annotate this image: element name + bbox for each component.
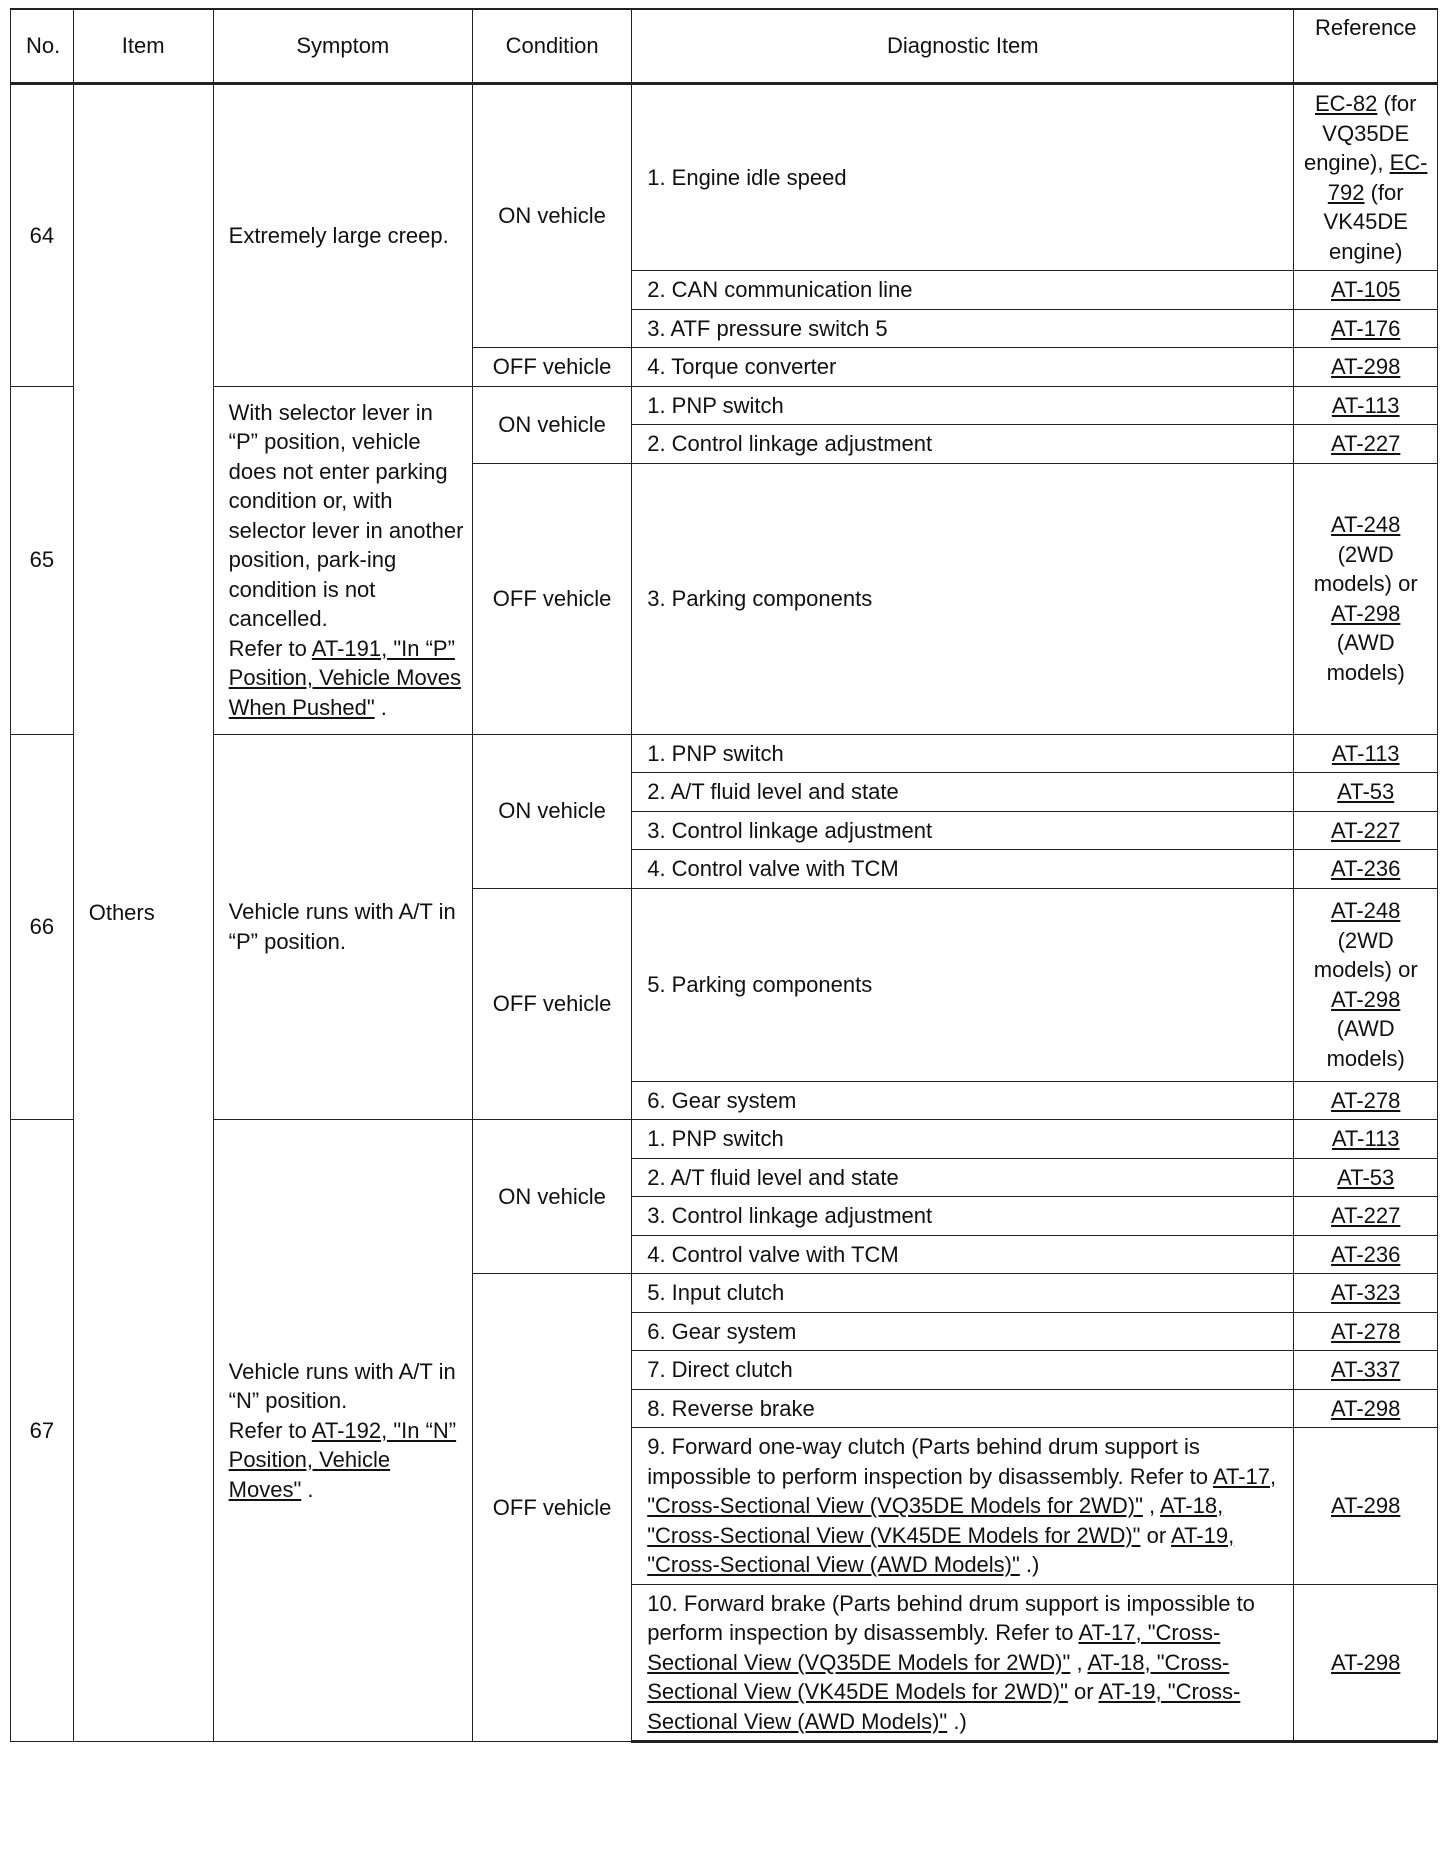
reference-cell [1294, 1081, 1438, 1120]
symptom-tail: . [374, 694, 387, 720]
row-number: 66 [11, 734, 74, 1120]
reference-cell [1294, 348, 1438, 387]
reference-cell [1294, 1351, 1438, 1390]
condition-off: OFF vehicle [472, 348, 631, 387]
reference-cell [1294, 888, 1438, 1081]
reference-cell [1294, 84, 1438, 271]
diagnostic-item: 4. Torque converter [632, 348, 1294, 387]
diagnostic-item: 4. Control valve with TCM [632, 1235, 1294, 1274]
symptom-tail: . [301, 1476, 314, 1502]
diagnostic-table [10, 8, 1438, 1743]
row-number: 67 [11, 1120, 74, 1742]
symptom-cell: Vehicle runs with A/T in “P” position. [213, 734, 472, 1120]
reference-cell [1294, 463, 1438, 734]
header-row [11, 9, 1438, 84]
diagnostic-item: 4. Control valve with TCM [632, 850, 1294, 889]
reference-cell [1294, 811, 1438, 850]
cross-section-link[interactable]: AT-19, "Cross-Sectional View (AWD Models)" [647, 1522, 1235, 1577]
reference-link[interactable]: AT-227 [1331, 1203, 1401, 1228]
diagnostic-item: 7. Direct clutch [632, 1351, 1294, 1390]
symptom-cell: Extremely large creep. [213, 84, 472, 387]
table-row [11, 386, 1438, 425]
reference-text: (2WD models) or [1313, 541, 1418, 596]
symptom-refer: Refer to [228, 635, 312, 661]
condition-on: ON vehicle [472, 734, 631, 888]
reference-text: (for VK45DE engine) [1323, 179, 1408, 264]
condition-off: OFF vehicle [472, 888, 631, 1120]
reference-link[interactable]: AT-298 [1331, 1649, 1401, 1675]
reference-link[interactable]: AT-113 [1331, 740, 1400, 766]
reference-text: (2WD models) or [1313, 927, 1418, 982]
reference-link[interactable]: AT-236 [1331, 856, 1401, 881]
symptom-link[interactable]: AT-192, "In “N” Position, Vehicle Moves" [228, 1417, 457, 1502]
diagnostic-text: or [1067, 1679, 1099, 1704]
diagnostic-item: 8. Reverse brake [632, 1389, 1294, 1428]
cross-section-link[interactable]: AT-17, "Cross-Sectional View (VQ35DE Models for 2WD)" [647, 1620, 1221, 1675]
reference-cell [1294, 1312, 1438, 1351]
symptom-text: Vehicle runs with A/T in “N” position. [228, 1358, 456, 1414]
diagnostic-item: 2. CAN communication line [632, 271, 1294, 310]
reference-cell [1294, 309, 1438, 348]
reference-link[interactable]: AT-278 [1331, 1087, 1401, 1113]
condition-on: ON vehicle [472, 1120, 631, 1274]
reference-cell [1294, 773, 1438, 812]
reference-link[interactable]: AT-176 [1331, 315, 1401, 341]
reference-text: (AWD models) [1326, 1016, 1405, 1071]
header-symptom: Symptom [213, 9, 472, 84]
diagnostic-item: 1. Engine idle speed [632, 84, 1294, 271]
reference-cell [1294, 386, 1438, 425]
reference-link[interactable]: AT-248 [1331, 512, 1401, 537]
diagnostic-item: 3. Control linkage adjustment [632, 1197, 1294, 1236]
header-no: No. [11, 9, 74, 84]
reference-text: (for VQ35DE engine), [1303, 91, 1417, 175]
reference-link[interactable]: AT-298 [1331, 986, 1401, 1012]
diagnostic-item: 6. Gear system [632, 1081, 1294, 1120]
reference-cell [1294, 734, 1438, 773]
diagnostic-item [632, 1584, 1294, 1742]
reference-cell [1294, 425, 1438, 464]
reference-cell [1294, 850, 1438, 889]
diagnostic-text: 10. Forward brake (Parts behind drum support is impossible to perform inspection by disassembly. Refer to [647, 1590, 1255, 1645]
reference-link[interactable]: AT-227 [1331, 431, 1401, 456]
header-diagnostic-item: Diagnostic Item [632, 9, 1294, 84]
reference-cell [1294, 1428, 1438, 1585]
table-row [11, 1120, 1438, 1159]
symptom-cell [213, 1120, 472, 1742]
symptom-refer: Refer to [228, 1417, 312, 1443]
reference-link[interactable]: AT-113 [1331, 1126, 1400, 1151]
cross-section-link[interactable]: AT-19, "Cross-Sectional View (AWD Models)" [647, 1679, 1241, 1734]
diagnostic-item [632, 1428, 1294, 1585]
cross-section-link[interactable]: AT-17, "Cross-Sectional View (VQ35DE Models for 2WD)" [647, 1463, 1277, 1518]
diagnostic-text: 9. Forward one-way clutch (Parts behind drum support is impossible to perform inspection by disassembly. Refer to [647, 1434, 1213, 1489]
reference-link[interactable]: EC-82 [1314, 91, 1378, 116]
diagnostic-item: 6. Gear system [632, 1312, 1294, 1351]
diagnostic-item: 1. PNP switch [632, 386, 1294, 425]
diagnostic-item: 1. PNP switch [632, 734, 1294, 773]
diagnostic-item: 2. A/T fluid level and state [632, 773, 1294, 812]
reference-link[interactable]: AT-298 [1331, 354, 1401, 379]
reference-cell [1294, 1584, 1438, 1742]
item-cell: Others [73, 84, 213, 1742]
diagnostic-item: 5. Input clutch [632, 1274, 1294, 1313]
reference-cell [1294, 1235, 1438, 1274]
reference-link[interactable]: AT-298 [1331, 600, 1401, 626]
diagnostic-item: 5. Parking components [632, 888, 1294, 1081]
reference-link[interactable]: AT-53 [1337, 1164, 1395, 1190]
reference-cell [1294, 1197, 1438, 1236]
reference-cell [1294, 1158, 1438, 1197]
reference-cell [1294, 271, 1438, 310]
header-reference: Reference [1294, 9, 1438, 84]
diagnostic-text: .) [947, 1708, 967, 1734]
row-number: 65 [11, 386, 74, 734]
diagnostic-text: .) [1019, 1552, 1040, 1577]
diagnostic-item: 3. Parking components [632, 463, 1294, 734]
reference-link[interactable]: AT-337 [1331, 1357, 1401, 1382]
reference-link[interactable]: EC-792 [1327, 150, 1428, 205]
symptom-cell [213, 386, 472, 734]
reference-link[interactable]: AT-236 [1331, 1241, 1401, 1267]
symptom-link[interactable]: AT-191, "In “P” Position, Vehicle Moves When Pushed" [228, 635, 461, 720]
diagnostic-item: 2. A/T fluid level and state [632, 1158, 1294, 1197]
reference-link[interactable]: AT-248 [1331, 898, 1401, 923]
diagnostic-text: , [1070, 1649, 1088, 1675]
reference-link[interactable]: AT-113 [1331, 392, 1400, 418]
header-item: Item [73, 9, 213, 84]
condition-off: OFF vehicle [472, 1274, 631, 1742]
table-row [11, 734, 1438, 773]
condition-on: ON vehicle [472, 84, 631, 348]
reference-cell [1294, 1120, 1438, 1159]
reference-link[interactable]: AT-227 [1331, 817, 1401, 843]
table-row [11, 84, 1438, 271]
reference-link[interactable]: AT-298 [1331, 1395, 1401, 1421]
reference-cell [1294, 1389, 1438, 1428]
diagnostic-item: 3. Control linkage adjustment [632, 811, 1294, 850]
condition-off: OFF vehicle [472, 463, 631, 734]
reference-link[interactable]: AT-278 [1331, 1318, 1401, 1344]
reference-link[interactable]: AT-105 [1331, 277, 1401, 302]
reference-text: (AWD models) [1326, 630, 1405, 685]
reference-link[interactable]: AT-298 [1331, 1493, 1401, 1518]
diagnostic-text: , [1142, 1493, 1161, 1518]
row-number: 64 [11, 84, 74, 387]
diagnostic-item: 3. ATF pressure switch 5 [632, 309, 1294, 348]
reference-cell [1294, 1274, 1438, 1313]
cross-section-link[interactable]: AT-18, "Cross-Sectional View (VK45DE Models for 2WD)" [647, 1493, 1224, 1548]
cross-section-link[interactable]: AT-18, "Cross-Sectional View (VK45DE Models for 2WD)" [647, 1649, 1230, 1704]
diagnostic-text: or [1140, 1522, 1172, 1548]
header-condition: Condition [472, 9, 631, 84]
condition-on: ON vehicle [472, 386, 631, 463]
diagnostic-item: 1. PNP switch [632, 1120, 1294, 1159]
reference-link[interactable]: AT-323 [1331, 1280, 1401, 1305]
symptom-text: With selector lever in “P” position, vehicle does not enter parking condition or, with selector lever in another position, park-ing condition is not cancelled. [228, 399, 464, 632]
reference-link[interactable]: AT-53 [1337, 779, 1395, 804]
diagnostic-item: 2. Control linkage adjustment [632, 425, 1294, 464]
